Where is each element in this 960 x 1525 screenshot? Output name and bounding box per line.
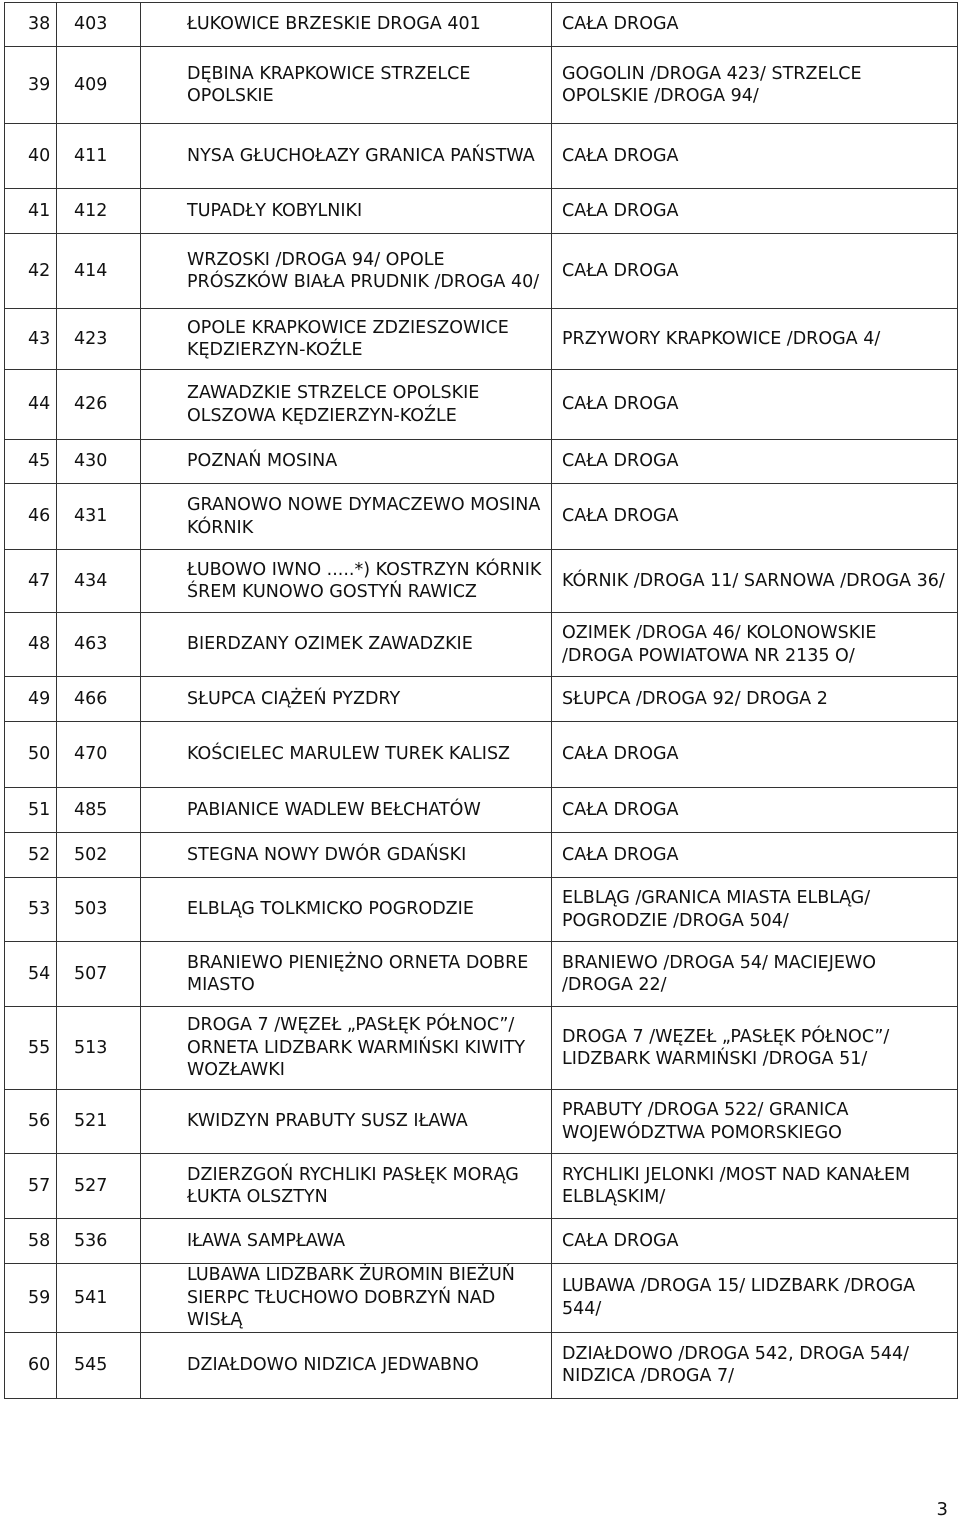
- section-cell: RYCHLIKI JELONKI /MOST NAD KANAŁEM ELBLĄSKIM/: [552, 1154, 958, 1219]
- road-number: 409: [57, 47, 141, 124]
- route-cell: KOŚCIELEC MARULEW TUREK KALISZ: [141, 722, 552, 788]
- route-cell: ŁUBOWO IWNO .....*) KOSTRZYN KÓRNIK ŚREM KUNOWO GOSTYŃ RAWICZ: [141, 550, 552, 613]
- entry-number: 56: [5, 1090, 57, 1154]
- route-cell: OPOLE KRAPKOWICE ZDZIESZOWICE KĘDZIERZYN-KOŹLE: [141, 309, 552, 370]
- table-row: [5, 189, 958, 234]
- route-cell: TUPADŁY KOBYLNIKI: [141, 189, 552, 234]
- section-cell: PRABUTY /DROGA 522/ GRANICA WOJEWÓDZTWA POMORSKIEGO: [552, 1090, 958, 1154]
- road-number: 412: [57, 189, 141, 234]
- entry-number: 39: [5, 47, 57, 124]
- entry-number: 58: [5, 1219, 57, 1264]
- table-row: [5, 1090, 958, 1154]
- entry-number: 44: [5, 370, 57, 440]
- section-cell: CAŁA DROGA: [552, 3, 958, 47]
- road-number: 414: [57, 234, 141, 309]
- entry-number: 57: [5, 1154, 57, 1219]
- table-row: [5, 942, 958, 1007]
- route-cell: DĘBINA KRAPKOWICE STRZELCE OPOLSKIE: [141, 47, 552, 124]
- road-list-table: [4, 2, 958, 1399]
- road-number: 463: [57, 613, 141, 677]
- section-cell: KÓRNIK /DROGA 11/ SARNOWA /DROGA 36/: [552, 550, 958, 613]
- road-number: 470: [57, 722, 141, 788]
- road-number: 423: [57, 309, 141, 370]
- table-row: [5, 1332, 958, 1398]
- entry-number: 55: [5, 1007, 57, 1090]
- table-row: [5, 788, 958, 833]
- road-number: 502: [57, 833, 141, 878]
- section-cell: GOGOLIN /DROGA 423/ STRZELCE OPOLSKIE /DROGA 94/: [552, 47, 958, 124]
- section-cell: CAŁA DROGA: [552, 484, 958, 550]
- route-cell: DROGA 7 /WĘZEŁ „PASŁĘK PÓŁNOC”/ ORNETA LIDZBARK WARMIŃSKI KIWITY WOZŁAWKI: [141, 1007, 552, 1090]
- route-cell: POZNAŃ MOSINA: [141, 440, 552, 484]
- entry-number: 48: [5, 613, 57, 677]
- section-cell: CAŁA DROGA: [552, 370, 958, 440]
- section-cell: CAŁA DROGA: [552, 124, 958, 189]
- road-number: 403: [57, 3, 141, 47]
- entry-number: 53: [5, 878, 57, 942]
- table-row: [5, 677, 958, 722]
- entry-number: 52: [5, 833, 57, 878]
- table-row: [5, 47, 958, 124]
- table-body: [5, 3, 958, 1399]
- road-number: 503: [57, 878, 141, 942]
- entry-number: 46: [5, 484, 57, 550]
- entry-number: 59: [5, 1264, 57, 1333]
- road-number: 527: [57, 1154, 141, 1219]
- section-cell: DROGA 7 /WĘZEŁ „PASŁĘK PÓŁNOC”/ LIDZBARK WARMIŃSKI /DROGA 51/: [552, 1007, 958, 1090]
- entry-number: 49: [5, 677, 57, 722]
- section-cell: CAŁA DROGA: [552, 234, 958, 309]
- table-row: [5, 1154, 958, 1219]
- table-row: [5, 3, 958, 47]
- table-row: [5, 878, 958, 942]
- table-row: [5, 833, 958, 878]
- route-cell: ZAWADZKIE STRZELCE OPOLSKIE OLSZOWA KĘDZIERZYN-KOŹLE: [141, 370, 552, 440]
- section-cell: LUBAWA /DROGA 15/ LIDZBARK /DROGA 544/: [552, 1264, 958, 1333]
- section-cell: ELBLĄG /GRANICA MIASTA ELBLĄG/ POGRODZIE /DROGA 504/: [552, 878, 958, 942]
- route-cell: DZIERZGOŃ RYCHLIKI PASŁĘK MORĄG ŁUKTA OLSZTYN: [141, 1154, 552, 1219]
- route-cell: BIERDZANY OZIMEK ZAWADZKIE: [141, 613, 552, 677]
- table-row: [5, 722, 958, 788]
- road-number: 513: [57, 1007, 141, 1090]
- entry-number: 45: [5, 440, 57, 484]
- entry-number: 54: [5, 942, 57, 1007]
- section-cell: CAŁA DROGA: [552, 189, 958, 234]
- section-cell: DZIAŁDOWO /DROGA 542, DROGA 544/ NIDZICA /DROGA 7/: [552, 1332, 958, 1398]
- table-row: [5, 550, 958, 613]
- road-number: 411: [57, 124, 141, 189]
- road-number: 541: [57, 1264, 141, 1333]
- section-cell: CAŁA DROGA: [552, 788, 958, 833]
- route-cell: LUBAWA LIDZBARK ŻUROMIN BIEŻUŃ SIERPC TŁUCHOWO DOBRZYŃ NAD WISŁĄ: [141, 1264, 552, 1333]
- table-row: [5, 484, 958, 550]
- entry-number: 51: [5, 788, 57, 833]
- route-cell: NYSA GŁUCHOŁAZY GRANICA PAŃSTWA: [141, 124, 552, 189]
- route-cell: STEGNA NOWY DWÓR GDAŃSKI: [141, 833, 552, 878]
- table-row: [5, 440, 958, 484]
- entry-number: 47: [5, 550, 57, 613]
- entry-number: 41: [5, 189, 57, 234]
- route-cell: SŁUPCA CIĄŻEŃ PYZDRY: [141, 677, 552, 722]
- section-cell: CAŁA DROGA: [552, 440, 958, 484]
- table-row: [5, 613, 958, 677]
- route-cell: IŁAWA SAMPŁAWA: [141, 1219, 552, 1264]
- route-cell: ŁUKOWICE BRZESKIE DROGA 401: [141, 3, 552, 47]
- table-row: [5, 370, 958, 440]
- table-row: [5, 1219, 958, 1264]
- road-number: 545: [57, 1332, 141, 1398]
- table-row: [5, 124, 958, 189]
- road-number: 466: [57, 677, 141, 722]
- table-row: [5, 309, 958, 370]
- entry-number: 60: [5, 1332, 57, 1398]
- road-number: 521: [57, 1090, 141, 1154]
- section-cell: CAŁA DROGA: [552, 722, 958, 788]
- road-number: 536: [57, 1219, 141, 1264]
- route-cell: BRANIEWO PIENIĘŻNO ORNETA DOBRE MIASTO: [141, 942, 552, 1007]
- entry-number: 42: [5, 234, 57, 309]
- route-cell: DZIAŁDOWO NIDZICA JEDWABNO: [141, 1332, 552, 1398]
- route-cell: PABIANICE WADLEW BEŁCHATÓW: [141, 788, 552, 833]
- section-cell: PRZYWORY KRAPKOWICE /DROGA 4/: [552, 309, 958, 370]
- road-number: 426: [57, 370, 141, 440]
- table-row: [5, 234, 958, 309]
- table-row: [5, 1264, 958, 1333]
- road-number: 430: [57, 440, 141, 484]
- table-row: [5, 1007, 958, 1090]
- entry-number: 43: [5, 309, 57, 370]
- section-cell: CAŁA DROGA: [552, 833, 958, 878]
- entry-number: 50: [5, 722, 57, 788]
- route-cell: GRANOWO NOWE DYMACZEWO MOSINA KÓRNIK: [141, 484, 552, 550]
- route-cell: WRZOSKI /DROGA 94/ OPOLE PRÓSZKÓW BIAŁA PRUDNIK /DROGA 40/: [141, 234, 552, 309]
- road-number: 431: [57, 484, 141, 550]
- route-cell: KWIDZYN PRABUTY SUSZ IŁAWA: [141, 1090, 552, 1154]
- road-number: 507: [57, 942, 141, 1007]
- road-number: 434: [57, 550, 141, 613]
- page-number: 3: [936, 1499, 948, 1520]
- route-cell: ELBLĄG TOLKMICKO POGRODZIE: [141, 878, 552, 942]
- section-cell: OZIMEK /DROGA 46/ KOLONOWSKIE /DROGA POWIATOWA NR 2135 O/: [552, 613, 958, 677]
- section-cell: CAŁA DROGA: [552, 1219, 958, 1264]
- road-number: 485: [57, 788, 141, 833]
- section-cell: BRANIEWO /DROGA 54/ MACIEJEWO /DROGA 22/: [552, 942, 958, 1007]
- section-cell: SŁUPCA /DROGA 92/ DROGA 2: [552, 677, 958, 722]
- entry-number: 40: [5, 124, 57, 189]
- entry-number: 38: [5, 3, 57, 47]
